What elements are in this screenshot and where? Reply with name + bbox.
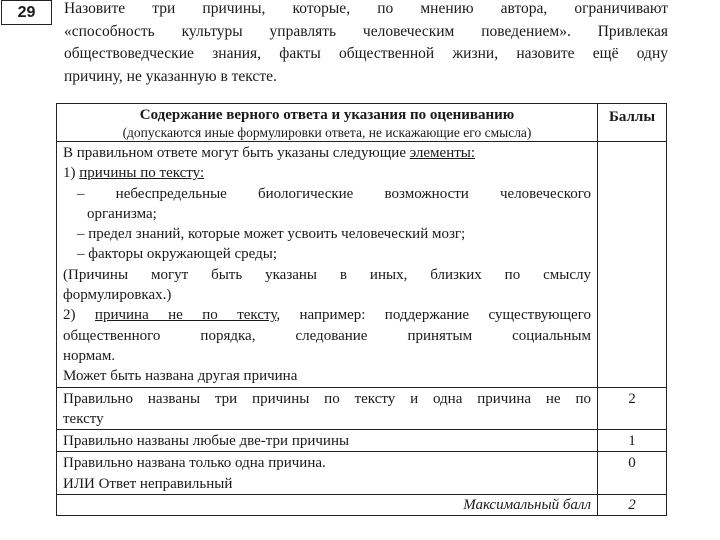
rubric-table — [56, 103, 667, 516]
question-line: «способность культуры управлять человеческим поведением». Привлекая — [64, 22, 668, 40]
question-text — [64, 0, 668, 88]
answer-content — [57, 142, 598, 388]
max-score-value: 2 — [598, 495, 667, 516]
bullet-3: – факторы окружающей среды; — [77, 246, 278, 263]
note-a: (Причины могут быть указаны в иных, близких по смыслу — [63, 266, 591, 283]
item-2-c: нормам. — [63, 347, 116, 364]
item-2 — [63, 305, 591, 325]
question-number: 29 — [1, 0, 52, 25]
bullet-1a: – небеспредельные биологические возможности человеческого — [77, 185, 591, 202]
content-score-cell — [598, 142, 667, 388]
item-1-num: 1) — [63, 165, 80, 182]
intro-text: В правильном ответе могут быть указаны следующие — [63, 145, 410, 161]
criterion-line: Правильно названы три причины по тексту и одна причина не по — [63, 390, 591, 407]
other-reason: Может быть названа другая причина — [63, 368, 298, 385]
criterion-score: 2 — [598, 387, 667, 430]
item-2-rest: , например: поддержание существующего — [276, 307, 591, 324]
criterion-score: 1 — [598, 430, 667, 452]
content-header-title: Содержание верного ответа и указания по оцениванию — [139, 107, 515, 123]
criterion-line: Правильно названа только одна причина. — [63, 455, 326, 472]
max-score-label: Максимальный балл — [57, 495, 598, 516]
criterion-text — [57, 430, 598, 452]
criterion-line: тексту — [63, 410, 104, 427]
criterion-score: 0 — [598, 452, 667, 495]
note-b: формулировках.) — [63, 287, 172, 304]
question-line: обществоведческие знания, факты общественной жизни, назовите ещё одну — [64, 45, 668, 62]
content-intro — [63, 143, 591, 163]
content-header-subtitle: (допускаются иные формулировки ответа, не искажающие его смысла) — [122, 125, 532, 140]
bullet-2: – предел знаний, которые может усвоить человеческий мозг; — [77, 226, 466, 243]
criterion-row — [57, 452, 667, 495]
item-2-title: причина не по тексту — [94, 307, 277, 324]
question-line: причину, не указанную в тексте. — [64, 67, 277, 85]
question-line: Назовите три причины, которые, по мнению автора, ограничивают — [64, 0, 668, 17]
criterion-row — [57, 387, 667, 430]
criterion-row — [57, 430, 667, 452]
max-row — [57, 495, 667, 516]
content-header — [57, 104, 598, 142]
score-header: Баллы — [598, 104, 667, 142]
bullet-1b: организма; — [87, 205, 157, 222]
content-row — [57, 142, 667, 388]
item-2-num: 2) — [63, 307, 95, 324]
item-2-b: общественного порядка, следование принятым социальным — [63, 327, 591, 344]
header-row — [57, 104, 667, 142]
criterion-text — [57, 387, 598, 430]
item-1 — [63, 163, 591, 183]
intro-underlined: элементы: — [409, 145, 476, 161]
criterion-text — [57, 452, 598, 495]
criterion-line: ИЛИ Ответ неправильный — [63, 475, 233, 492]
criterion-line: Правильно названы любые две-три причины — [63, 433, 350, 450]
item-1-title: причины по тексту: — [79, 165, 205, 182]
